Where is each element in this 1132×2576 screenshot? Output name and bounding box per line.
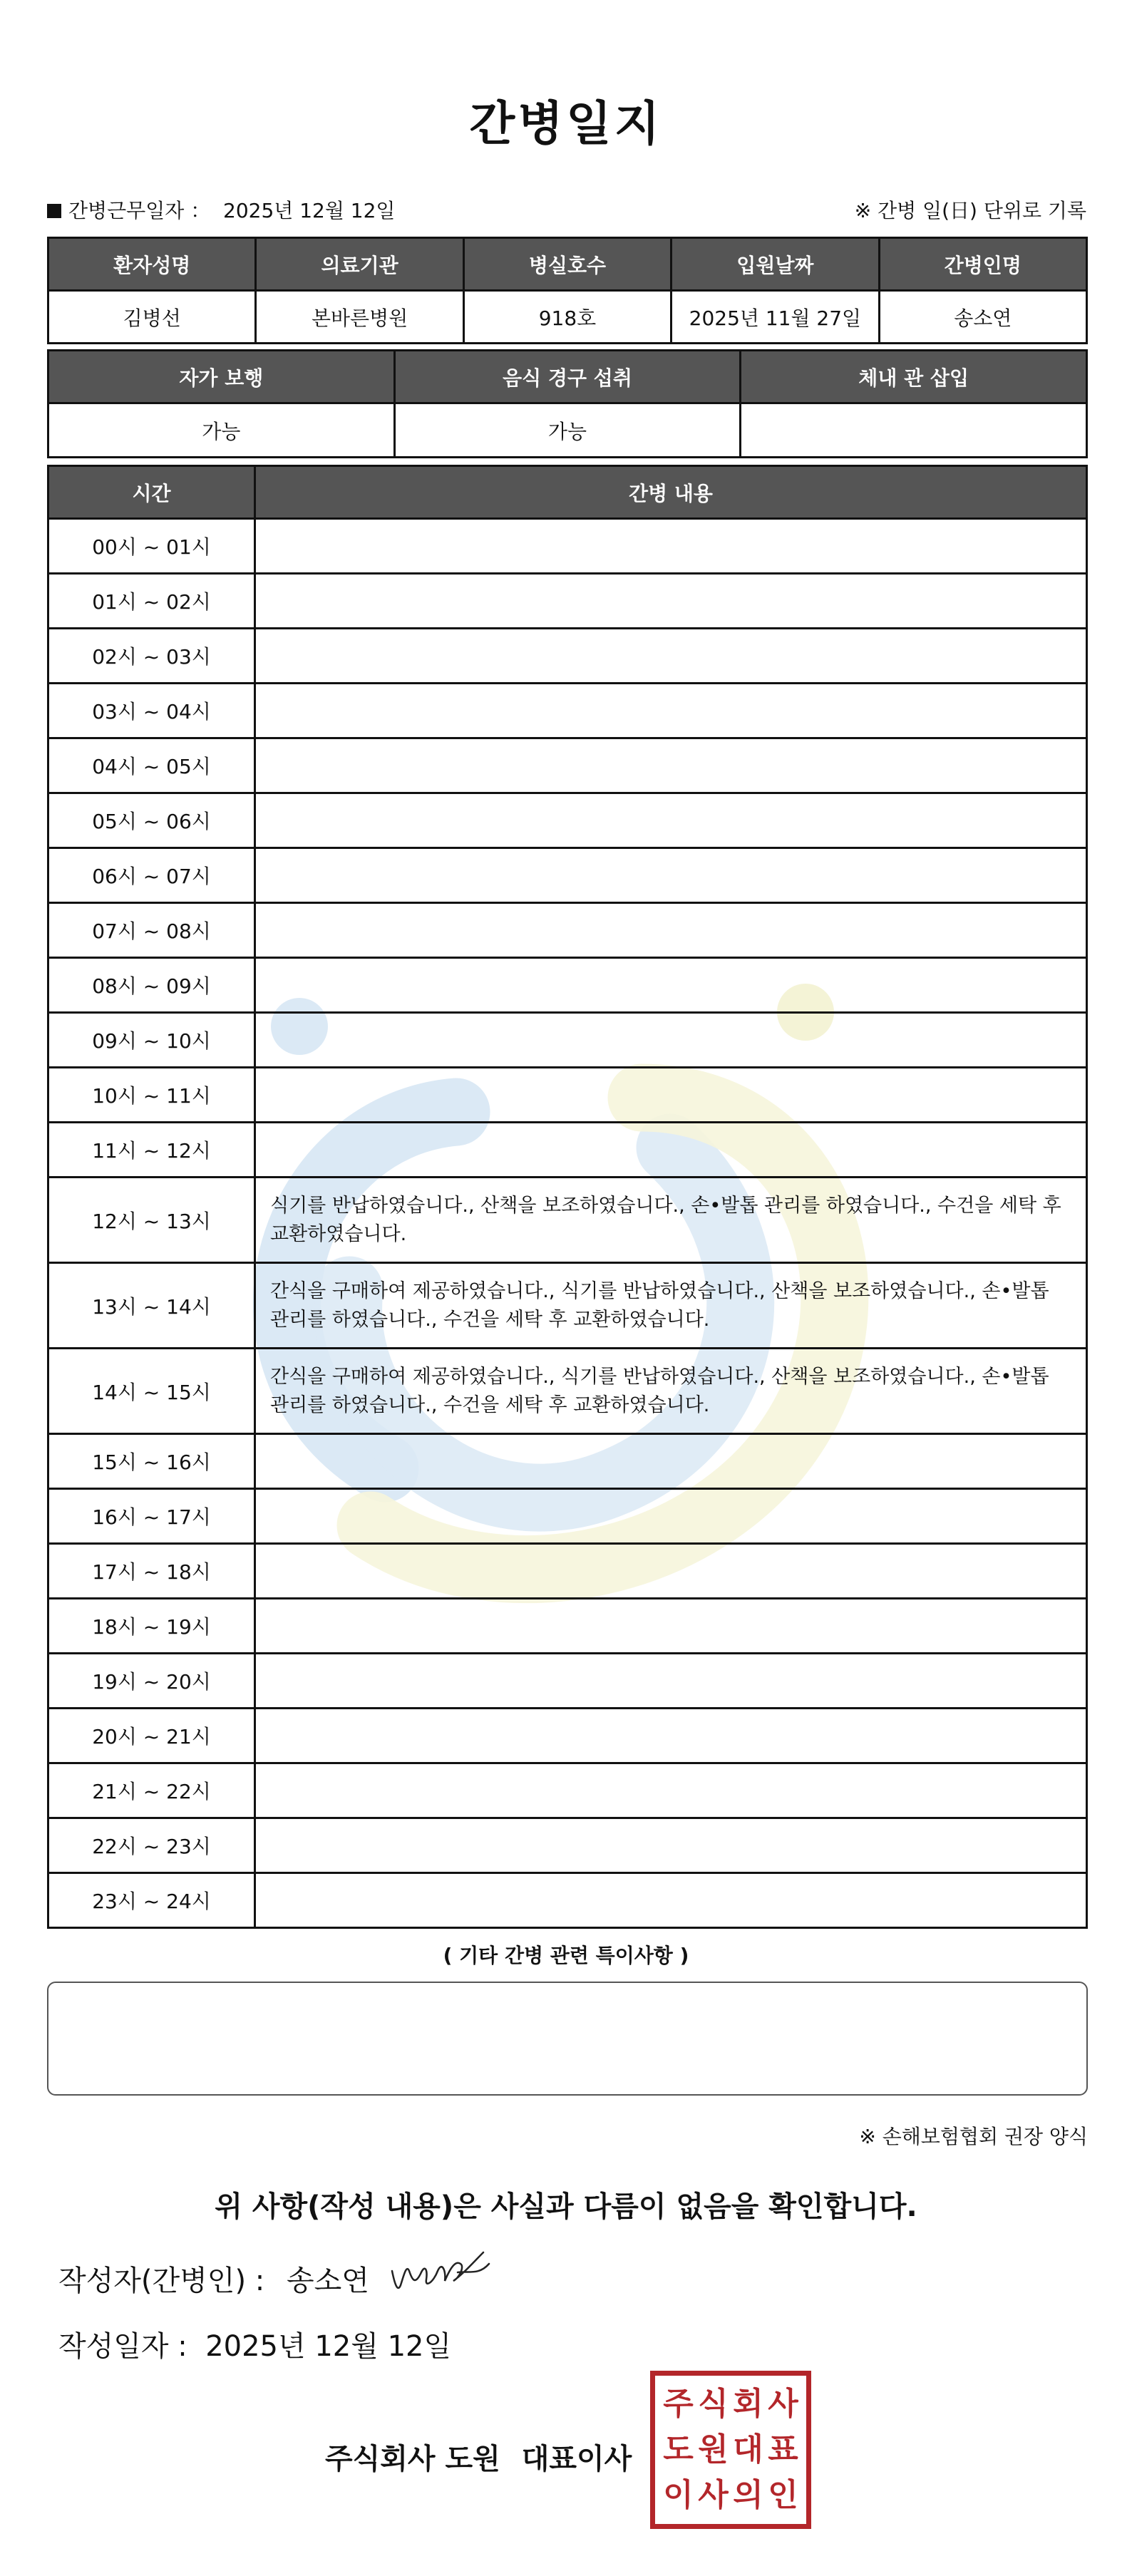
header-row [48,351,1087,403]
work-date [47,195,395,224]
log-time-cell: 18시 ~ 19시 [48,1599,255,1654]
self-walking-value: 가능 [48,403,395,458]
log-content-cell [255,1434,1087,1489]
log-time-cell: 13시 ~ 14시 [48,1263,255,1349]
square-bullet-icon [47,204,61,218]
tube-insertion-value [741,403,1087,458]
header-self-walking: 자가 보행 [48,351,395,403]
confirmation-statement: 위 사항(작성 내용)은 사실과 다름이 없음을 확인합니다. [215,2190,917,2223]
log-content-cell [255,1489,1087,1544]
log-content-cell [255,1544,1087,1599]
header-admission-date: 입원날짜 [672,238,879,291]
log-time-cell: 14시 ~ 15시 [48,1349,255,1434]
log-content-cell [255,574,1087,629]
header-row [48,238,1087,291]
log-content-cell [255,1123,1087,1178]
log-row [48,684,1087,738]
log-row [48,1123,1087,1178]
log-row [48,519,1087,574]
hourly-log-table [47,465,1088,1929]
log-row [48,738,1087,793]
written-date-row [58,2324,451,2364]
seal-char: 사 [698,2477,729,2513]
log-content-cell: 간식을 구매하여 제공하였습니다., 식기를 반납하였습니다., 산책을 보조하였습니다., 손•발톱 관리를 하였습니다., 수건을 세탁 후 교환하였습니다. [255,1263,1087,1349]
company-signature-line [325,2436,653,2477]
seal-char: 의 [733,2477,763,2513]
log-content-cell [255,848,1087,903]
seal-char: 회 [733,2386,763,2422]
header-care-content: 간병 내용 [255,466,1087,519]
patient-info-table [47,237,1088,344]
log-time-cell: 17시 ~ 18시 [48,1544,255,1599]
seal-char: 표 [768,2431,798,2468]
log-row [48,1709,1087,1763]
log-row [48,958,1087,1013]
oral-intake-value: 가능 [394,403,741,458]
log-body [48,519,1087,1928]
log-content-cell [255,629,1087,684]
seal-char: 식 [698,2386,729,2422]
log-row [48,1873,1087,1928]
log-time-cell: 01시 ~ 02시 [48,574,255,629]
log-content-cell [255,519,1087,574]
log-time-cell: 05시 ~ 06시 [48,793,255,848]
company-name: 주식회사 도원 [325,2443,500,2475]
work-date-value: 2025년 12월 12일 [223,199,396,222]
log-content-cell [255,684,1087,738]
log-content-cell [255,1654,1087,1709]
author-row [58,2258,382,2299]
recommendation-note: ※ 손해보험협회 권장 양식 [859,2125,1088,2148]
log-time-cell: 11시 ~ 12시 [48,1123,255,1178]
log-content-cell [255,793,1087,848]
log-time-cell: 07시 ~ 08시 [48,903,255,958]
patient-status-table [47,349,1088,458]
log-row [48,1349,1087,1434]
header-hospital: 의료기관 [256,238,463,291]
document-title: 간병일지 [469,96,663,151]
log-row [48,1068,1087,1123]
log-content-cell [255,738,1087,793]
log-row [48,1763,1087,1818]
log-content-cell [255,1873,1087,1928]
log-row [48,1544,1087,1599]
log-time-cell: 00시 ~ 01시 [48,519,255,574]
log-time-cell: 22시 ~ 23시 [48,1818,255,1873]
log-content-cell: 식기를 반납하였습니다., 산책을 보조하였습니다., 손•발톱 관리를 하였습니다., 수건을 세탁 후 교환하였습니다. [255,1178,1087,1263]
log-row [48,574,1087,629]
log-time-cell: 04시 ~ 05시 [48,738,255,793]
log-row [48,1599,1087,1654]
log-row [48,1263,1087,1349]
room-number: 918호 [463,291,671,344]
seal-characters [661,2381,801,2518]
log-time-cell: 09시 ~ 10시 [48,1013,255,1068]
log-row [48,1013,1087,1068]
log-content-cell [255,1818,1087,1873]
log-content-cell [255,903,1087,958]
patient-name: 김병선 [48,291,256,344]
handwritten-signature-icon [385,2242,492,2299]
log-row [48,1654,1087,1709]
meta-row [47,195,1086,224]
log-content-cell [255,1013,1087,1068]
admission-date: 2025년 11월 27일 [672,291,879,344]
seal-char: 대 [733,2431,763,2468]
written-date-value: 2025년 12월 12일 [205,2330,452,2363]
seal-char: 사 [768,2386,798,2422]
log-row [48,848,1087,903]
log-row [48,793,1087,848]
work-date-label: 간병근무일자 ： [68,199,211,222]
header-oral-intake: 음식 경구 섭취 [394,351,741,403]
log-time-cell: 15시 ~ 16시 [48,1434,255,1489]
author-label: 작성자(간병인) : [58,2265,265,2297]
value-row [48,291,1087,344]
seal-char: 인 [768,2477,798,2513]
log-time-cell: 20시 ~ 21시 [48,1709,255,1763]
log-row [48,1818,1087,1873]
special-notes-box [47,1982,1088,2096]
log-time-cell: 08시 ~ 09시 [48,958,255,1013]
hospital-name: 본바른병원 [256,291,463,344]
log-content-cell [255,1599,1087,1654]
log-row [48,903,1087,958]
company-seal-icon [650,2371,811,2529]
seal-char: 원 [698,2431,729,2468]
log-time-cell: 03시 ~ 04시 [48,684,255,738]
value-row [48,403,1087,458]
header-tube-insertion: 체내 관 삽입 [741,351,1087,403]
notes-caption: ( 기타 간병 관련 특이사항 ) [443,1944,689,1967]
log-content-cell [255,1709,1087,1763]
written-date-label: 작성일자 : [58,2330,187,2363]
log-content-cell [255,1763,1087,1818]
seal-char: 도 [663,2431,694,2468]
seal-char: 이 [663,2477,694,2513]
log-time-cell: 10시 ~ 11시 [48,1068,255,1123]
log-time-cell: 02시 ~ 03시 [48,629,255,684]
caregiver-name: 송소연 [879,291,1086,344]
log-time-cell: 19시 ~ 20시 [48,1654,255,1709]
header-patient-name: 환자성명 [48,238,256,291]
log-time-cell: 23시 ~ 24시 [48,1873,255,1928]
company-representative-title: 대표이사 [521,2443,632,2475]
header-time: 시간 [48,466,255,519]
log-row [48,1489,1087,1544]
log-time-cell: 16시 ~ 17시 [48,1489,255,1544]
log-row [48,1434,1087,1489]
header-caregiver: 간병인명 [879,238,1086,291]
log-content-cell [255,1068,1087,1123]
seal-char: 주 [663,2386,694,2422]
log-row [48,1178,1087,1263]
log-time-cell: 06시 ~ 07시 [48,848,255,903]
log-time-cell: 21시 ~ 22시 [48,1763,255,1818]
log-time-cell: 12시 ~ 13시 [48,1178,255,1263]
header-room: 병실호수 [463,238,671,291]
daily-record-note: ※ 간병 일(日) 단위로 기록 [854,199,1086,222]
header-row [48,466,1087,519]
log-content-cell: 간식을 구매하여 제공하였습니다., 식기를 반납하였습니다., 산책을 보조하였습니다., 손•발톱 관리를 하였습니다., 수건을 세탁 후 교환하였습니다. [255,1349,1087,1434]
log-row [48,629,1087,684]
author-name: 송소연 [286,2265,369,2297]
log-content-cell [255,958,1087,1013]
